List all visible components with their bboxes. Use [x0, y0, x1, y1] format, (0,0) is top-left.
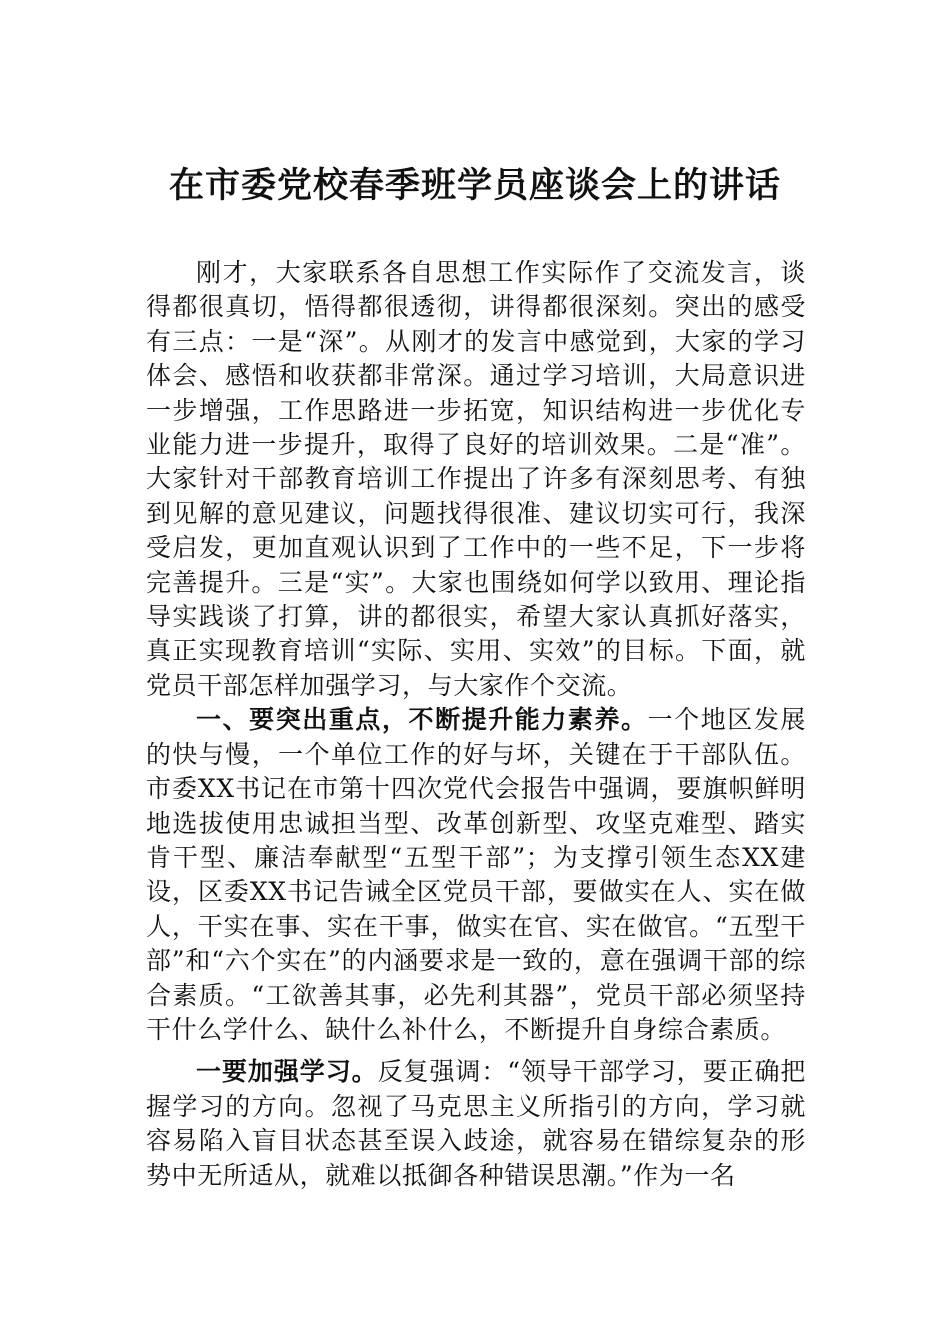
paragraph-text: 刚才，大家联系各自思想工作实际作了交流发言，谈得都很真切，悟得都很透彻，讲得都很深刻。突出的感受有三点：一是“深”。从刚才的发言中感觉到，大家的学习体会、感悟和收获都非常深。通过学习培训，大局意识进一步增强，工作思路进一步拓宽，知识结构进一步优化专业能力进一步提升，取得了良好的培训效果。二是“准”。大家针对干部教育培训工作提出了许多有深刻思考、有独到见解的意见建议，问题找得很准、建议切实可行，我深受启发，更加直观认识到了工作中的一些不足，下一步将完善提升。三是“实”。大家也围绕如何学以致用、理论指导实践谈了打算，讲的都很实，希望大家认真抓好落实，真正实现教育培训“实际、实用、实效”的目标。下面，就党员干部怎样加强学习，与大家作个交流。: [146, 258, 806, 700]
paragraph-strengthen-learning: [146, 1055, 806, 1193]
paragraph-section-one: [146, 703, 806, 1047]
paragraph-lead: 一、要突出重点，不断提升能力素养。: [196, 705, 648, 735]
paragraph-lead: 一要加强学习。: [196, 1057, 378, 1087]
paragraph-text: 一个地区发展的快与慢，一个单位工作的好与坏，关键在于干部队伍。市委XX书记在市第十四次党代会报告中强调，要旗帜鲜明地选拔使用忠诚担当型、改革创新型、攻坚克难型、踏实肯干型、廉洁奉献型“五型干部”；为支撑引领生态XX建设，区委XX书记告诫全区党员干部，要做实在人、实在做人，干实在事、实在干事，做实在官、实在做官。“五型干部”和“六个实在”的内涵要求是一致的，意在强调干部的综合素质。“工欲善其事，必先利其器”，党员干部必须坚持干什么学什么、缺什么补什么，不断提升自身综合素质。: [146, 705, 806, 1044]
document-body: [146, 256, 806, 1193]
paragraph-text: 反复强调：“领导干部学习，要正确把握学习的方向。忽视了马克思主义所指引的方向，学习就容易陷入盲目状态甚至误入歧途，就容易在错综复杂的形势中无所适从，就难以抵御各种错误思潮。”作为一名: [146, 1057, 807, 1190]
paragraph-intro: [146, 256, 806, 703]
document-title: 在市委党校春季班学员座谈会上的讲话: [168, 165, 781, 206]
